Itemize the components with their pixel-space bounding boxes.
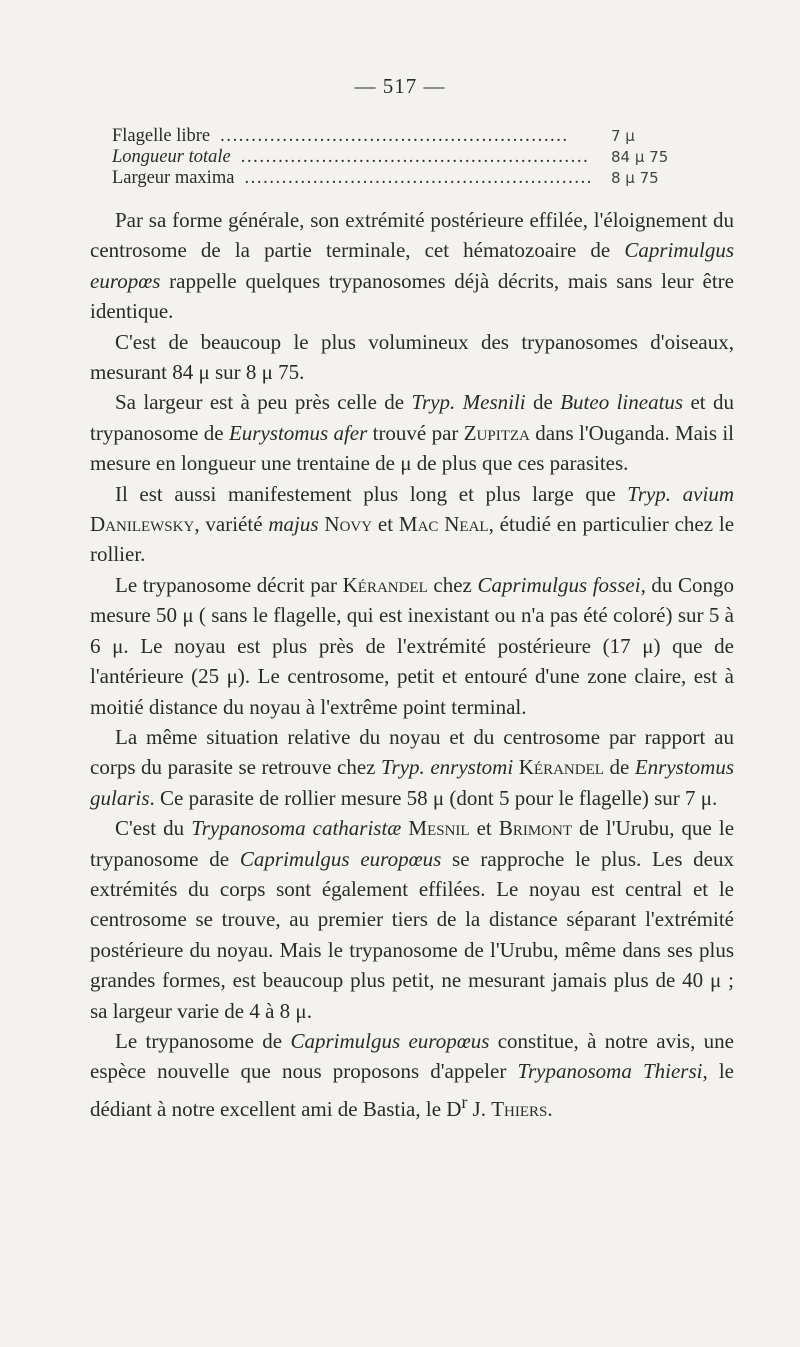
- measurement-value: 84 μ 75: [611, 148, 669, 166]
- text-run: Il est aussi manifestement plus long et plus large que: [115, 481, 628, 506]
- dot-leader: ........................................................: [220, 126, 569, 146]
- species-name: Trypanosoma Thiersi: [517, 1059, 703, 1084]
- measurement-row: [112, 147, 697, 168]
- text-run: Le trypanosome décrit par: [115, 572, 343, 597]
- text-run: et du trypanosome de: [90, 390, 734, 445]
- author-name: Thiers: [491, 1096, 548, 1121]
- paragraph-1: [90, 205, 734, 327]
- text-run: se rapproche le plus. Les deux extrémités du corps sont également effilées. Le noyau est central et le centrosome se trouve, au premier tiers de la distance séparant l'extrémité postérieure du noyau. Mais le trypanosome de l'Urubu, même dans ses plus grandes formes, est beaucoup plus petit, ne mesurant jamais plus de 40 μ ; sa largeur varie de 4 à 8 μ.: [90, 846, 735, 1023]
- author-name: Novy: [324, 512, 373, 537]
- paragraph-5: [90, 570, 734, 722]
- paragraph-6: [90, 722, 734, 813]
- text-run: dans l'Ouganda. Mais il mesure en longueur une trentaine de μ de plus que ces parasites.: [90, 420, 735, 476]
- text-run: , étudié en particulier chez le rollier.: [90, 512, 735, 567]
- paragraph-4: [90, 479, 734, 570]
- species-name: Trypanosoma catharistæ: [191, 816, 402, 841]
- species-name: Tryp. avium: [627, 481, 734, 506]
- page-number: — 517 —: [354, 74, 446, 98]
- text-run: constitue, à notre avis, une espèce nouvelle que nous proposons d'appeler: [90, 1028, 734, 1084]
- species-name: Caprimulgus europœus: [290, 1028, 490, 1053]
- measurement-label: Flagelle libre: [112, 126, 211, 146]
- author-name: Zupitza: [463, 420, 530, 445]
- text-run: , du Congo mesure 50 μ ( sans le flagelle, qui est inexistant ou n'a pas été coloré) sur 5 à 6 μ. Le noyau est plus près de l'extrémité postérieure (17 μ) que de l'antérieure (25 μ). Le centrosome, petit et entouré d'une zone claire, est à moitié distance du noyau à l'extrême point terminal.: [90, 572, 735, 719]
- author-name: Brimont: [498, 816, 572, 841]
- dot-leader: ........................................................: [244, 168, 594, 188]
- measurements-table: [112, 126, 697, 189]
- species-name: Eurystomus afer: [228, 420, 368, 445]
- text-run: et: [372, 512, 399, 537]
- paragraph-8: [90, 1026, 734, 1124]
- species-name: Caprimulgus fossei: [477, 572, 641, 597]
- species-name: Caprimulgus europœus: [239, 846, 442, 871]
- text-run: de l'Urubu, que le trypanosome de: [90, 816, 735, 871]
- author-name: Kérandel: [518, 755, 604, 780]
- text-run: C'est du: [115, 816, 192, 841]
- variety-name: majus: [268, 512, 319, 537]
- text-run: trouvé par: [367, 420, 464, 445]
- author-name: Mesnil: [408, 816, 470, 841]
- text-run: de: [603, 755, 635, 780]
- text-run: , variété: [194, 512, 269, 537]
- measurement-value: 7 μ: [611, 127, 635, 145]
- text-run: , le dédiant à notre excellent ami de Bastia, le D: [90, 1059, 735, 1121]
- text-run: chez: [427, 572, 478, 597]
- measurement-label: Largeur maxima: [112, 168, 235, 188]
- species-name: Tryp. enrystomi: [381, 755, 514, 780]
- paragraph-7: [90, 813, 734, 1026]
- text-run: La même situation relative du noyau et du centrosome par rapport au corps du parasite se retrouve chez: [90, 724, 734, 780]
- dot-leader: ........................................................: [240, 147, 590, 167]
- text-run: de: [525, 390, 561, 415]
- text-run: Sa largeur est à peu près celle de: [115, 390, 412, 415]
- paragraph-2: C'est de beaucoup le plus volumineux des trypanosomes d'oiseaux, mesurant 84 μ sur 8 μ 75.: [90, 329, 734, 385]
- measurement-row: [112, 126, 697, 147]
- species-name: Caprimulgus europœs: [90, 238, 734, 293]
- author-name: Danilewsky: [90, 512, 195, 537]
- measurement-value: 8 μ 75: [611, 169, 659, 187]
- superscript: r: [461, 1091, 468, 1112]
- measurement-label: Longueur totale: [112, 147, 231, 167]
- author-name: Kérandel: [342, 572, 428, 597]
- species-name: Tryp. Mesnili: [411, 390, 526, 415]
- text-run: rappelle quelques trypanosomes déjà décrits, mais sans leur être identique.: [90, 268, 734, 324]
- species-name: Enrystomus gularis: [90, 755, 734, 810]
- text-run: Par sa forme générale, son extrémité postérieure effilée, l'éloignement du centrosome de la partie terminale, cet hématozoaire de: [90, 208, 734, 263]
- species-name: Buteo lineatus: [560, 390, 684, 415]
- measurement-row: [112, 168, 697, 189]
- author-name: Mac Neal: [398, 512, 489, 537]
- paragraph-3: [90, 387, 734, 478]
- text-run: et: [469, 816, 499, 841]
- body-text: [90, 205, 734, 1124]
- text-run: Le trypanosome de: [115, 1028, 291, 1053]
- text-run: J.: [467, 1096, 492, 1121]
- text-run: .: [547, 1096, 553, 1121]
- text-run: . Ce parasite de rollier mesure 58 μ (dont 5 pour le flagelle) sur 7 μ.: [149, 785, 718, 810]
